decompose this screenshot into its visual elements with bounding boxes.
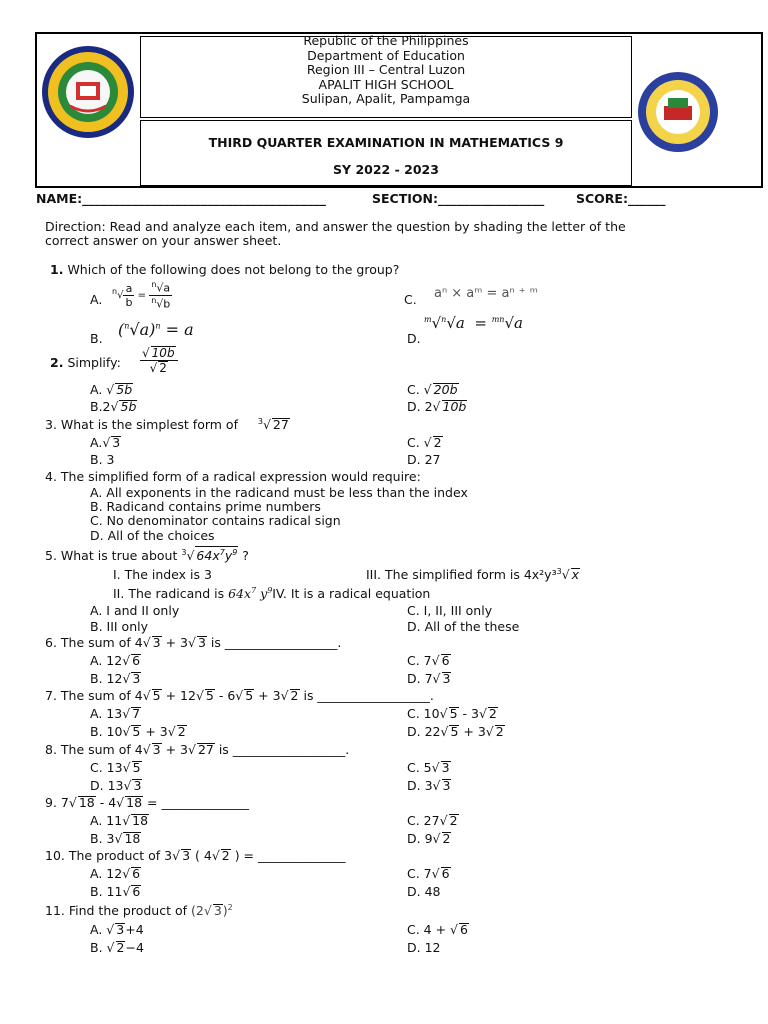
q1-option-c-label: C. xyxy=(404,292,417,307)
q5-statement-3: III. The simplified form is 4x²y³$^3$√ x xyxy=(366,567,580,583)
question-3: 3. What is the simplest form of $^3$√ 27 xyxy=(45,417,289,433)
q10-option-c: C. 7√ 6 xyxy=(407,866,450,881)
header-line-5: Sulipan, Apalit, Pampamga xyxy=(301,91,471,106)
q6-option-b: B. 12√ 3 xyxy=(90,671,141,686)
question-6: 6. The sum of 4√ 3 + 3√ 3 is __________________. xyxy=(45,635,342,650)
q9-option-b: B. 3√ 18 xyxy=(90,831,141,846)
question-5: 5. What is true about $^3$√ $64x^7y^9$ ? xyxy=(45,548,249,564)
school-year: SY 2022 - 2023 xyxy=(333,162,439,177)
q2-fraction: $\frac{√ 10b}{√ 2}$ xyxy=(140,346,178,375)
q4-option-c: C. No denominator contains radical sign xyxy=(90,513,341,528)
q6-option-a: A. 12√ 6 xyxy=(90,653,141,668)
q5-option-a: A. I and II only xyxy=(90,603,180,618)
question-9: 9. 7√ 18 - 4√ 18 = ______________ xyxy=(45,795,249,810)
header-line-2: Department of Education xyxy=(307,47,465,63)
q5-statement-2: II. The radicand is $64x^7$ $y^9IV$. It is a radical equation xyxy=(113,586,431,602)
q11-option-a: A. √ 3+4 xyxy=(90,922,144,937)
q1-option-c-expr: aⁿ × aᵐ = aⁿ ⁺ ᵐ xyxy=(434,286,538,301)
question-7: 7. The sum of 4√ 5 + 12√ 5 - 6√ 5 + 3√ 2 is __________________. xyxy=(45,688,434,703)
score-field: SCORE:______ xyxy=(576,191,666,206)
q5-statement-1: I. The index is 3 xyxy=(113,567,212,582)
q2-option-b: B.2√ 5b xyxy=(90,399,137,414)
q6-option-c: C. 7√ 6 xyxy=(407,653,450,668)
q7-option-a: A. 13√ 7 xyxy=(90,706,141,721)
q1-option-b-label: B. xyxy=(90,331,103,346)
q8-option-d: D. 3√ 3 xyxy=(407,778,451,793)
question-1: 1. Which of the following does not belong to the group? xyxy=(50,262,400,277)
name-field: NAME:_______________________________________ xyxy=(36,191,326,206)
q1-option-d-label: D. xyxy=(407,331,421,346)
question-8: 8. The sum of 4√ 3 + 3√ 27 is __________________. xyxy=(45,742,350,757)
header-line-4: APALIT HIGH SCHOOL xyxy=(318,76,454,92)
q9-option-a: A. 11√ 18 xyxy=(90,813,149,828)
q1-option-b-expr: $(^n√a)^n = a$ xyxy=(118,320,194,339)
header-line-1: Republic of the Philippines xyxy=(303,33,469,48)
section-field: SECTION:_________________ xyxy=(372,191,545,206)
q7-option-d: D. 22√ 5 + 3√ 2 xyxy=(407,724,504,739)
q8-option-b: D. 13√ 3 xyxy=(90,778,142,793)
exam-title: THIRD QUARTER EXAMINATION IN MATHEMATICS 9 xyxy=(208,135,564,150)
school-header xyxy=(142,34,630,107)
q8-option-c: C. 5√ 3 xyxy=(407,760,450,775)
q6-option-d: D. 7√ 3 xyxy=(407,671,451,686)
q1-option-a-label: A. xyxy=(90,292,103,307)
q3-option-d: D. 27 xyxy=(407,452,441,467)
q9-option-d: D. 9√ 2 xyxy=(407,831,451,846)
q3-option-a: A.√ 3 xyxy=(90,435,121,450)
q11-option-c: C. 4 + √ 6 xyxy=(407,922,468,937)
header-line-3: Region III – Central Luzon xyxy=(306,62,466,77)
question-10: 10. The product of 3√ 3 ( 4√ 2 ) = ______________ xyxy=(45,848,346,863)
q8-option-a: C. 13√ 5 xyxy=(90,760,141,775)
q4-option-a: A. All exponents in the radicand must be less than the index xyxy=(90,485,468,500)
q7-option-c: C. 10√ 5 - 3√ 2 xyxy=(407,706,497,721)
q1-option-d-expr: $^m$√$^n$√a = $^{mn}$√a xyxy=(424,314,523,332)
q2-option-c: C. √ 20b xyxy=(407,382,458,397)
q5-option-b: B. III only xyxy=(90,619,148,634)
question-4: 4. The simplified form of a radical expression would require: xyxy=(45,469,421,484)
q4-option-b: B. Radicand contains prime numbers xyxy=(90,499,321,514)
deped-seal-icon xyxy=(40,44,136,140)
q3-option-c: C. √ 2 xyxy=(407,435,442,450)
q10-option-a: A. 12√ 6 xyxy=(90,866,141,881)
q9-option-c: C. 27√ 2 xyxy=(407,813,458,828)
q4-option-d: D. All of the choices xyxy=(90,528,215,543)
direction-line-2: correct answer on your answer sheet. xyxy=(45,233,282,248)
q11-option-d: D. 12 xyxy=(407,940,441,955)
q11-option-b: B. √ 2−4 xyxy=(90,940,144,955)
apalit-high-school-seal-icon xyxy=(636,70,720,154)
q2-option-a: A. √ 5b xyxy=(90,382,133,397)
direction-line-1: Direction: Read and analyze each item, and answer the question by shading the letter of the xyxy=(45,219,626,234)
q2-option-d: D. 2√ 10b xyxy=(407,399,467,414)
q7-option-b: B. 10√ 5 + 3√ 2 xyxy=(90,724,186,739)
q10-option-b: B. 11√ 6 xyxy=(90,884,141,899)
q3-option-b: B. 3 xyxy=(90,452,115,467)
question-2: 2. Simplify: xyxy=(50,355,121,370)
q1-option-a-expr: $^n$√ $\frac{a}{b}$ = $\frac{^n√a}{^n√b}$ xyxy=(112,280,171,311)
q10-option-d: D. 48 xyxy=(407,884,441,899)
q5-option-d: D. All of the these xyxy=(407,619,520,634)
question-11: 11. Find the product of (2√ 3)$^2$ xyxy=(45,903,233,919)
q5-option-c: C. I, II, III only xyxy=(407,603,493,618)
